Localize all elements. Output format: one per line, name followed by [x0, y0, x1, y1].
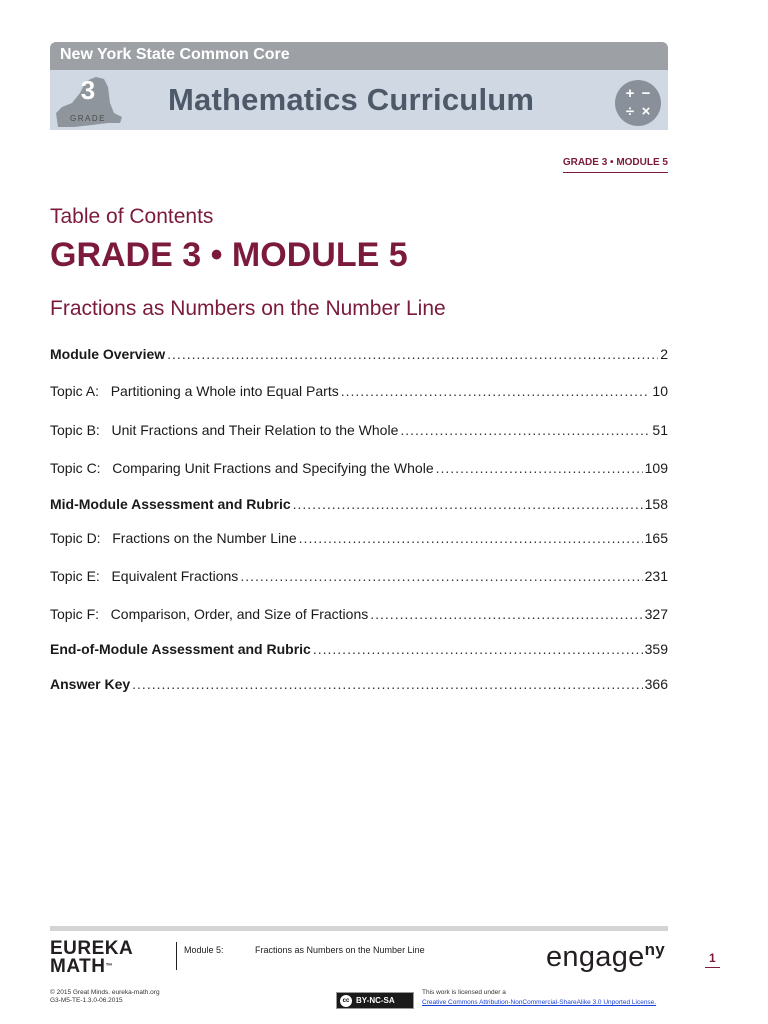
multiply-icon: × [641, 103, 651, 120]
minus-icon: − [641, 85, 651, 102]
toc-entry-label: End-of-Module Assessment and Rubric [50, 641, 311, 657]
curriculum-title: Mathematics Curriculum [168, 82, 535, 117]
dot-leader [299, 530, 643, 546]
dot-leader [370, 606, 642, 622]
toc-entry-label: Answer Key [50, 676, 131, 692]
toc-entry-end-of-module-assessment[interactable] [50, 641, 668, 661]
ny-superscript: ny [644, 940, 666, 959]
toc-entry-label: Topic E: Equivalent Fractions [50, 568, 239, 584]
divide-icon: ÷ [625, 103, 635, 120]
curriculum-banner-top [50, 42, 668, 70]
toc-entry-label: Topic D: Fractions on the Number Line [50, 530, 297, 546]
toc-entry-mid-module-assessment[interactable] [50, 496, 668, 516]
toc-heading: Table of Contents [50, 205, 214, 228]
toc-entry-answer-key[interactable] [50, 676, 668, 696]
toc-entry-page: 2 [660, 346, 668, 362]
toc-entry-topic-e[interactable] [50, 568, 668, 588]
toc-entry-page: 231 [644, 568, 668, 584]
toc-entry-page: 327 [644, 606, 668, 622]
footer-divider [176, 942, 177, 970]
toc-entry-page: 10 [652, 383, 668, 399]
toc-entry-page: 158 [644, 496, 668, 512]
eureka-math-logo [50, 940, 133, 976]
engage-word: engage [546, 941, 645, 973]
toc-entry-page: 359 [644, 641, 668, 657]
license-link[interactable]: Creative Commons Attribution-NonCommercial-ShareAlike 3.0 Unported License. [422, 999, 657, 1006]
logo-line-1: EUREKA [50, 938, 134, 959]
dot-leader [240, 568, 642, 584]
cc-license-badge[interactable] [336, 992, 414, 1009]
toc-entry-page: 165 [644, 530, 668, 546]
footer-rule [50, 926, 668, 931]
series-label: New York State Common Core [60, 46, 290, 63]
toc-entry-label: Topic C: Comparing Unit Fractions and Specifying the Whole [50, 460, 434, 476]
copyright-notice [50, 989, 160, 1005]
module-subtitle: Fractions as Numbers on the Number Line [50, 297, 446, 320]
trademark-mark: ™ [105, 963, 113, 970]
toc-entry-topic-a[interactable] [50, 383, 668, 403]
footer-module-label: Module 5: [184, 945, 224, 955]
calculator-operations-icon [615, 80, 661, 126]
copyright-line: © 2015 Great Minds. eureka-math.org [50, 989, 160, 996]
curriculum-banner [50, 70, 668, 130]
dot-leader [341, 383, 651, 399]
page-number: 1 [705, 951, 720, 968]
dot-leader [436, 460, 643, 476]
dot-leader [293, 496, 643, 512]
toc-entry-page: 109 [644, 460, 668, 476]
grade-number: 3 [80, 75, 96, 105]
dot-leader [132, 676, 642, 692]
toc-entry-topic-b[interactable] [50, 422, 668, 442]
toc-entry-page: 366 [644, 676, 668, 692]
logo-line-2 [50, 958, 133, 976]
toc-entry-label: Topic A: Partitioning a Whole into Equal Parts [50, 383, 339, 399]
toc-entry-topic-c[interactable] [50, 460, 668, 480]
grade-word: GRADE [70, 114, 106, 123]
toc-entry-label: Topic F: Comparison, Order, and Size of Fractions [50, 606, 369, 622]
cc-badge-label: BY-NC-SA [356, 996, 395, 1005]
plus-icon: + [625, 85, 635, 102]
document-code: G3-M5-TE-1.3.0-06.2015 [50, 997, 123, 1004]
toc-entry-label: Topic B: Unit Fractions and Their Relation to the Whole [50, 422, 399, 438]
toc-entry-topic-d[interactable] [50, 530, 668, 550]
engageny-logo [546, 940, 665, 974]
toc-entry-page: 51 [652, 422, 668, 438]
dot-leader [400, 422, 650, 438]
module-title: GRADE 3 • MODULE 5 [50, 236, 408, 274]
toc-entry-label: Module Overview [50, 346, 166, 362]
toc-entry-label: Mid-Module Assessment and Rubric [50, 496, 291, 512]
creative-commons-icon: cc [340, 995, 352, 1007]
footer-module-title: Fractions as Numbers on the Number Line [255, 945, 425, 955]
dot-leader [313, 641, 643, 657]
running-header: GRADE 3 • MODULE 5 [563, 157, 668, 173]
toc-entry-topic-f[interactable] [50, 606, 668, 626]
license-intro: This work is licensed under a [422, 989, 506, 996]
logo-word: MATH [50, 956, 106, 977]
dot-leader [167, 346, 658, 362]
toc-entry-module-overview[interactable] [50, 346, 668, 366]
